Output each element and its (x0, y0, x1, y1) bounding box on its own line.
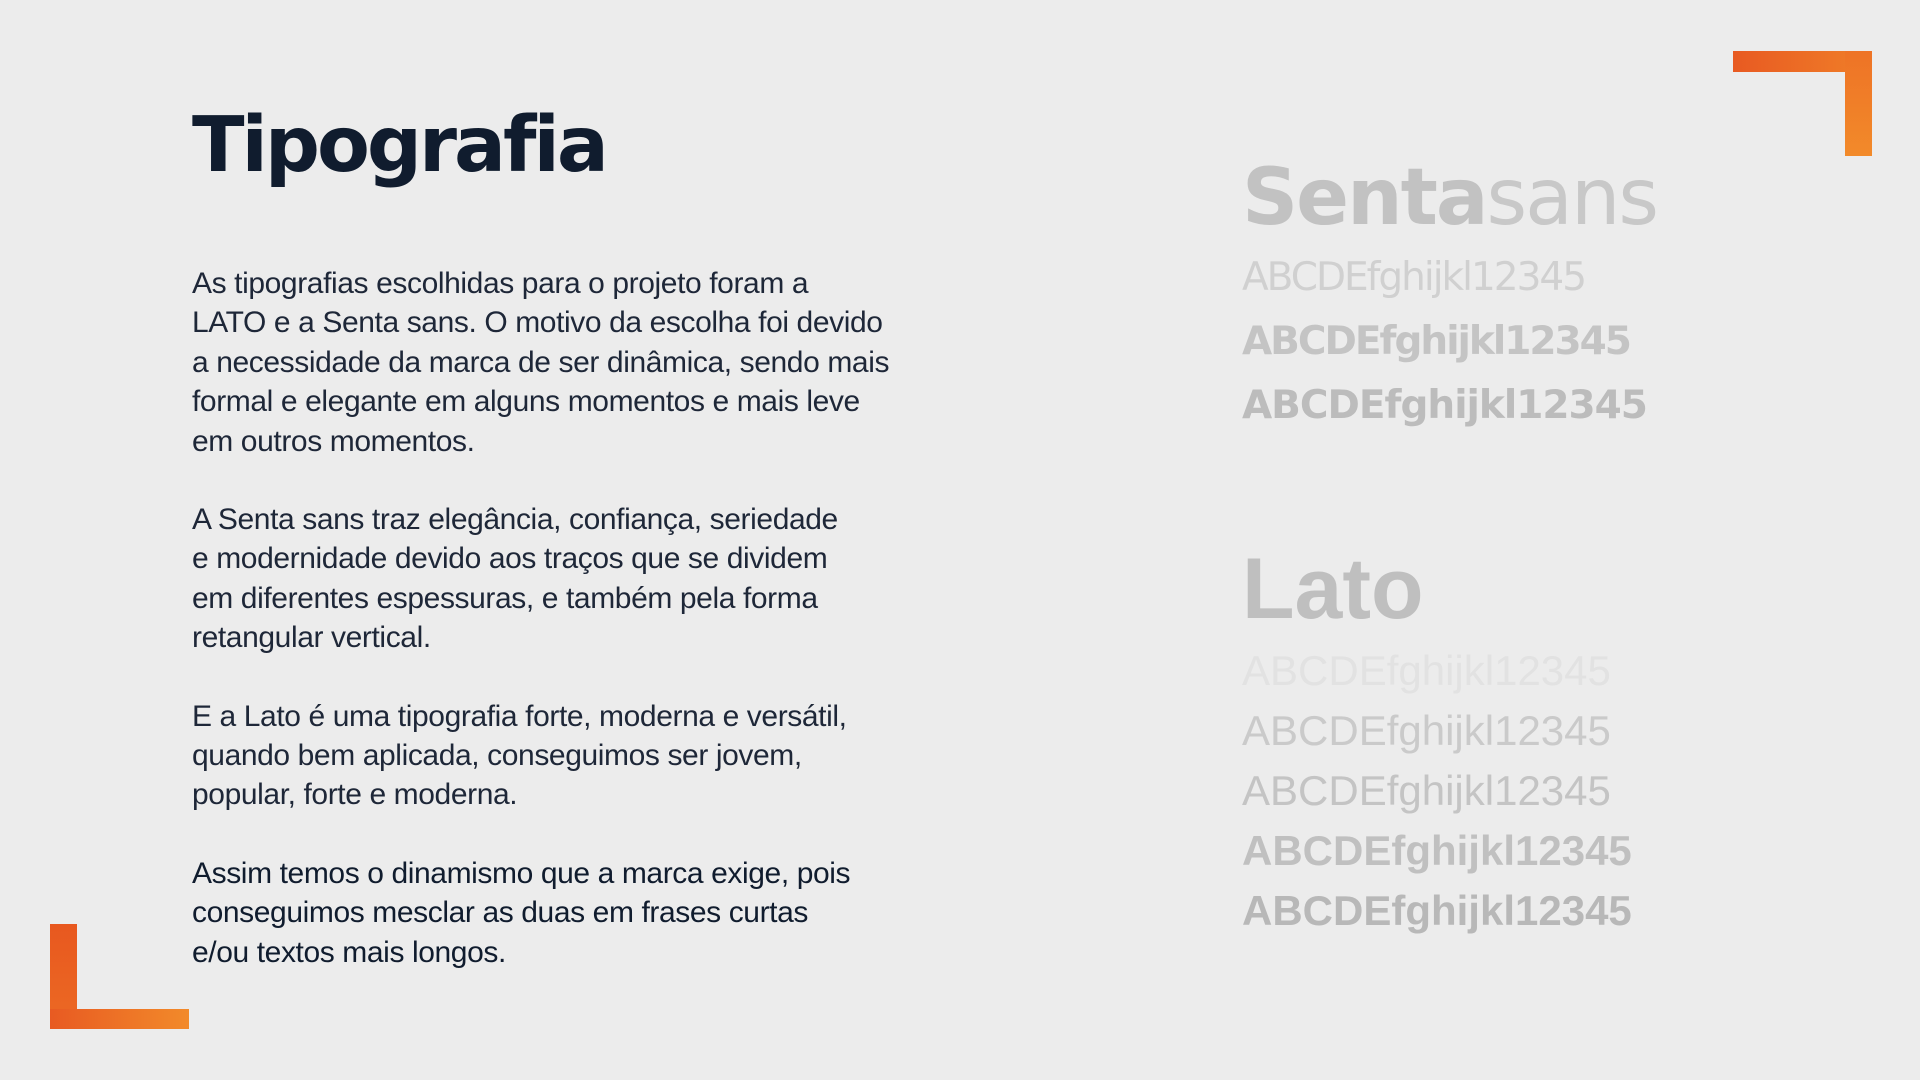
senta-sample-light: ABCDEfghijkl12345 (1242, 255, 1586, 300)
slide-title: Tipografia (192, 101, 606, 190)
paragraph-senta: A Senta sans traz elegância, confiança, seriedade e modernidade devido aos traços que se dividem em diferentes espessuras, e também pela forma retangular vertical. (192, 503, 838, 655)
senta-sample-bold: ABCDEfghijkl12345 (1242, 383, 1647, 428)
corner-accent-vertical-bar (1845, 51, 1872, 156)
lato-sample-regular: ABCDEfghijkl12345 (1242, 767, 1611, 814)
lato-specimen (1242, 537, 1632, 941)
lato-font-name: Lato (1242, 541, 1424, 637)
senta-sample-medium: ABCDEfghijkl12345 (1242, 319, 1630, 364)
bottom-left-corner-accent (50, 924, 189, 1029)
paragraph-lato: E a Lato é uma tipografia forte, moderna e versátil, quando bem aplicada, conseguimos ser jovem, popular, forte e moderna. (192, 699, 847, 812)
lato-sample-bold: ABCDEfghijkl12345 (1242, 827, 1632, 874)
lato-sample-hairline: ABCDEfghijkl12345 (1242, 647, 1611, 694)
lato-sample-black: ABCDEfghijkl12345 (1242, 887, 1632, 934)
paragraph-intro: As tipografias escolhidas para o projeto foram a LATO e a Senta sans. O motivo da escolha foi devido a necessidade da marca de ser dinâmica, sendo mais formal e elegante em alguns momentos e mais leve em outros momentos. (192, 267, 890, 458)
top-right-corner-accent (1733, 51, 1872, 156)
senta-sans-font-name (1242, 150, 1657, 246)
paragraph-conclusion: Assim temos o dinamismo que a marca exige, pois conseguimos mesclar as duas em frases curtas e/ou textos mais longos. (192, 856, 851, 969)
senta-name-bold: Senta (1242, 153, 1487, 243)
corner-accent-horizontal-bar (50, 1009, 189, 1029)
senta-sans-specimen (1242, 150, 1657, 438)
lato-sample-light: ABCDEfghijkl12345 (1242, 707, 1611, 754)
senta-name-light: sans (1486, 153, 1658, 243)
description-text (192, 264, 932, 972)
